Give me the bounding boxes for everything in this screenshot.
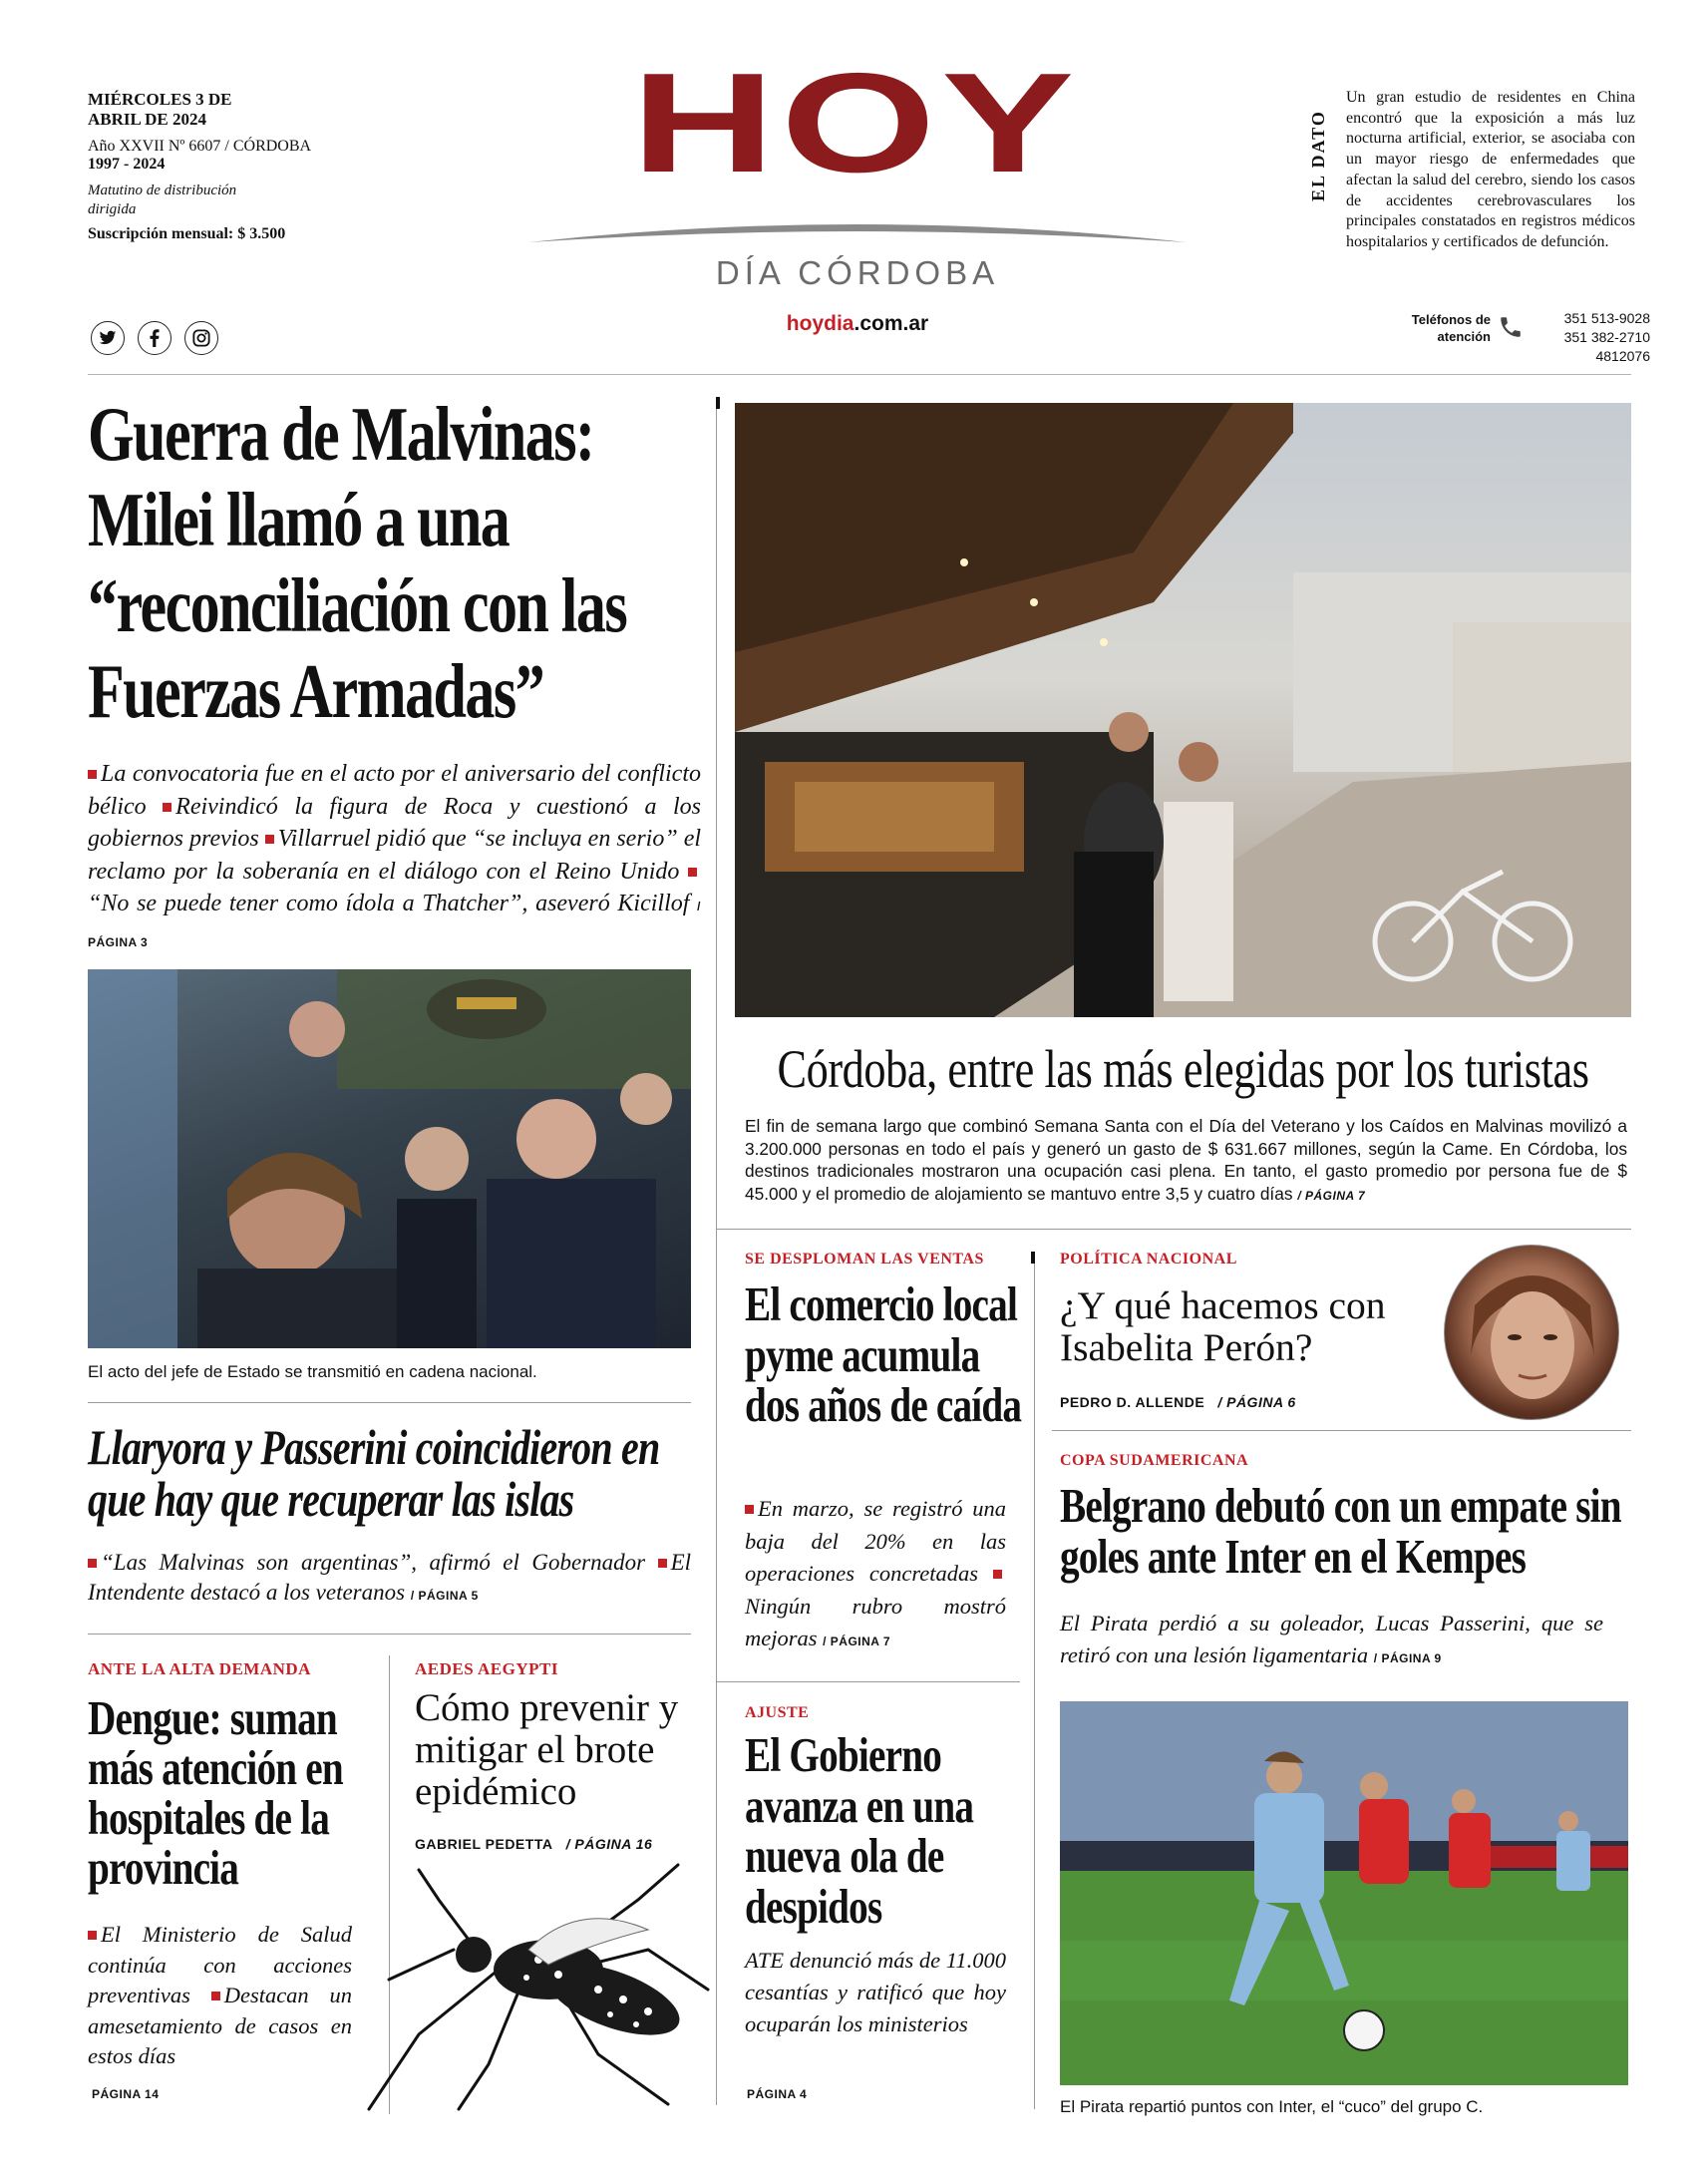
ajuste-deck: ATE denunció más de 11.000 cesantías y ratificó que hoy ocuparán los ministerios [745, 1948, 1006, 2036]
aedes-byline [415, 1836, 652, 1852]
page-ref[interactable]: / PÁGINA 3 [88, 900, 702, 949]
belgrano-headline[interactable]: Belgrano debutó con un empate sin goles ante Inter en el Kempes [1060, 1478, 1621, 1584]
instagram-icon[interactable] [184, 321, 218, 355]
belgrano-deck: El Pirata perdió a su goleador, Lucas Passerini, que se retiró con una lesión ligamentaria / PÁGINA 9 [1060, 1611, 1603, 1667]
bullet-icon [88, 770, 97, 779]
edition-years: 1997 - 2024 [88, 156, 166, 173]
el-dato-text: Un gran estudio de residentes en China encontró que la exposición a más luz nocturna artificial, exterior, se asociaba con un mayor riesgo de enfermedades que afectan la salud del cerebro, siendo los casos de accidentes cerebrovasculares los principales constatados en registros médicos hospitalarios y certificados de defunción. [1346, 89, 1635, 250]
divider [716, 1681, 1020, 1682]
belgrano-photo-caption: El Pirata repartió puntos con Inter, el “cuco” del grupo C. [1060, 2097, 1484, 2116]
divider [88, 1402, 691, 1403]
mosquito-illustration [349, 1860, 728, 2114]
masthead-left [88, 90, 357, 243]
bullet-icon [211, 1992, 220, 2000]
isabelita-portrait [1444, 1245, 1619, 1420]
logo-subtitle: DÍA CÓRDOBA [715, 254, 1000, 291]
bullet-icon [993, 1570, 1002, 1579]
facebook-icon[interactable] [138, 321, 171, 355]
lead-photo [88, 969, 691, 1348]
turismo-body: El fin de semana largo que combinó Semana Santa con el Día del Veterano y los Caídos en Malvinas movilizó a 3.200.000 personas en todo el país y generó un gasto de $ 631.667 millones, según la Came. En Córdoba, los destinos tradicionales mostraron una ocupación casi plena. En tanto, el gasto promedio por persona fue de $ 45.000 y el promedio de alojamiento se mantuvo entre 3,5 y cuatro días / PÁGINA 7 [745, 1116, 1627, 1204]
website-domain: .com.ar [854, 312, 929, 335]
phones-label: Teléfonos de atención [1411, 312, 1491, 344]
aedes-kicker: AEDES AEGYPTI [415, 1659, 558, 1678]
bullet-icon [163, 803, 171, 812]
masthead-divider [88, 374, 1631, 375]
bullet-icon [658, 1559, 667, 1568]
bullet-icon [745, 1505, 754, 1514]
phone-number: 4812076 [1595, 348, 1650, 364]
newspaper-logo[interactable] [626, 72, 1085, 182]
dengue-deck: El Ministerio de Salud continúa con acciones preventivas Destacan un amesetamiento de casos en estos días [88, 1922, 352, 2068]
photo-corner-mark [716, 397, 720, 409]
column-corner-mark [1031, 1252, 1035, 1264]
ajuste-kicker: AJUSTE [745, 1704, 810, 1721]
dengue-kicker: ANTE LA ALTA DEMANDA [88, 1659, 311, 1678]
page-ref[interactable]: / PÁGINA 7 [1297, 1188, 1366, 1203]
belgrano-photo [1060, 1701, 1628, 2085]
svg-text:HOY: HOY [631, 72, 1080, 182]
logo-swoosh [528, 214, 1187, 244]
distribution-note: Matutino de distribución dirigida [88, 182, 237, 217]
comercio-deck: En marzo, se registró una baja del 20% en las operaciones concretadas Ningún rubro mostró mejoras / PÁGINA 7 [745, 1496, 1006, 1650]
column-divider [716, 397, 717, 2105]
edition-line: Año XXVII Nº 6607 / CÓRDOBA [88, 138, 312, 155]
page-ref[interactable]: / PÁGINA 9 [1373, 1650, 1442, 1665]
issue-date: MIÉRCOLES 3 DE ABRIL DE 2024 [88, 90, 232, 129]
turismo-photo [735, 403, 1631, 1017]
lead-deck: La convocatoria fue en el acto por el aniversario del conflicto bélico Reivindicó la figura de Roca y cuestionó a los gobiernos previos Villarruel pidió que “se incluya en serio” el reclamo por la soberanía en el diálogo con el Reino Unido “No se puede tener como ídola a Thatcher”, aseveró Kicillof / PÁGINA 3 [88, 761, 702, 949]
page-ref[interactable]: / PÁGINA 16 [565, 1836, 653, 1852]
turismo-headline[interactable]: Córdoba, entre las más elegidas por los turistas [777, 1039, 1589, 1099]
comercio-headline[interactable]: El comercio local pyme acumula dos años de caída [745, 1276, 1022, 1432]
ajuste-headline[interactable]: El Gobierno avanza en una nueva ola de despidos [745, 1727, 974, 1934]
subscription-price: Suscripción mensual: $ 3.500 [88, 225, 286, 242]
belgrano-kicker: COPA SUDAMERICANA [1060, 1452, 1249, 1469]
page-ref[interactable]: / PÁGINA 5 [410, 1589, 479, 1603]
phone-list [1531, 309, 1650, 366]
llaryora-headline[interactable]: Llaryora y Passerini coincidieron en que hay que recuperar las islas [88, 1419, 660, 1527]
bullet-icon [88, 1931, 97, 1940]
comercio-kicker: SE DESPLOMAN LAS VENTAS [745, 1251, 984, 1268]
divider [716, 1229, 1631, 1230]
phone-number: 351 513-9028 [1563, 310, 1650, 326]
isabelita-byline [1060, 1394, 1296, 1410]
author-name: GABRIEL PEDETTA [415, 1836, 553, 1852]
dengue-headline[interactable]: Dengue: suman más atención en hospitales de la provincia [88, 1690, 343, 1895]
page-ref[interactable]: PÁGINA 14 [92, 2087, 160, 2101]
el-dato-label: EL DATO [1308, 110, 1328, 201]
website-link[interactable] [758, 312, 957, 336]
phone-icon [1498, 313, 1524, 341]
divider [1052, 1430, 1631, 1431]
bullet-icon [688, 868, 697, 877]
lead-photo-caption: El acto del jefe de Estado se transmitió en cadena nacional. [88, 1362, 537, 1381]
bullet-icon [265, 835, 274, 844]
website-name: hoydia [786, 312, 854, 335]
twitter-icon[interactable] [91, 321, 125, 355]
lead-headline[interactable]: Guerra de Malvinas: Milei llamó a una “reconciliación con las Fuerzas Armadas” [88, 391, 627, 734]
isabelita-headline[interactable]: ¿Y qué hacemos con Isabelita Perón? [1060, 1283, 1386, 1369]
page-ref[interactable]: PÁGINA 4 [747, 2087, 808, 2101]
author-name: PEDRO D. ALLENDE [1060, 1394, 1205, 1410]
phone-number: 351 382-2710 [1563, 329, 1650, 345]
column-divider [1034, 1252, 1035, 2109]
aedes-headline[interactable]: Cómo prevenir y mitigar el brote epidémico [415, 1686, 679, 1813]
llaryora-deck: “Las Malvinas son argentinas”, afirmó el Gobernador El Intendente destacó a los veteranos / PÁGINA 5 [88, 1550, 692, 1605]
isabelita-kicker: POLÍTICA NACIONAL [1060, 1251, 1237, 1268]
page-ref[interactable]: / PÁGINA 6 [1217, 1394, 1296, 1410]
bullet-icon [88, 1559, 97, 1568]
page-ref[interactable]: / PÁGINA 7 [823, 1634, 891, 1648]
